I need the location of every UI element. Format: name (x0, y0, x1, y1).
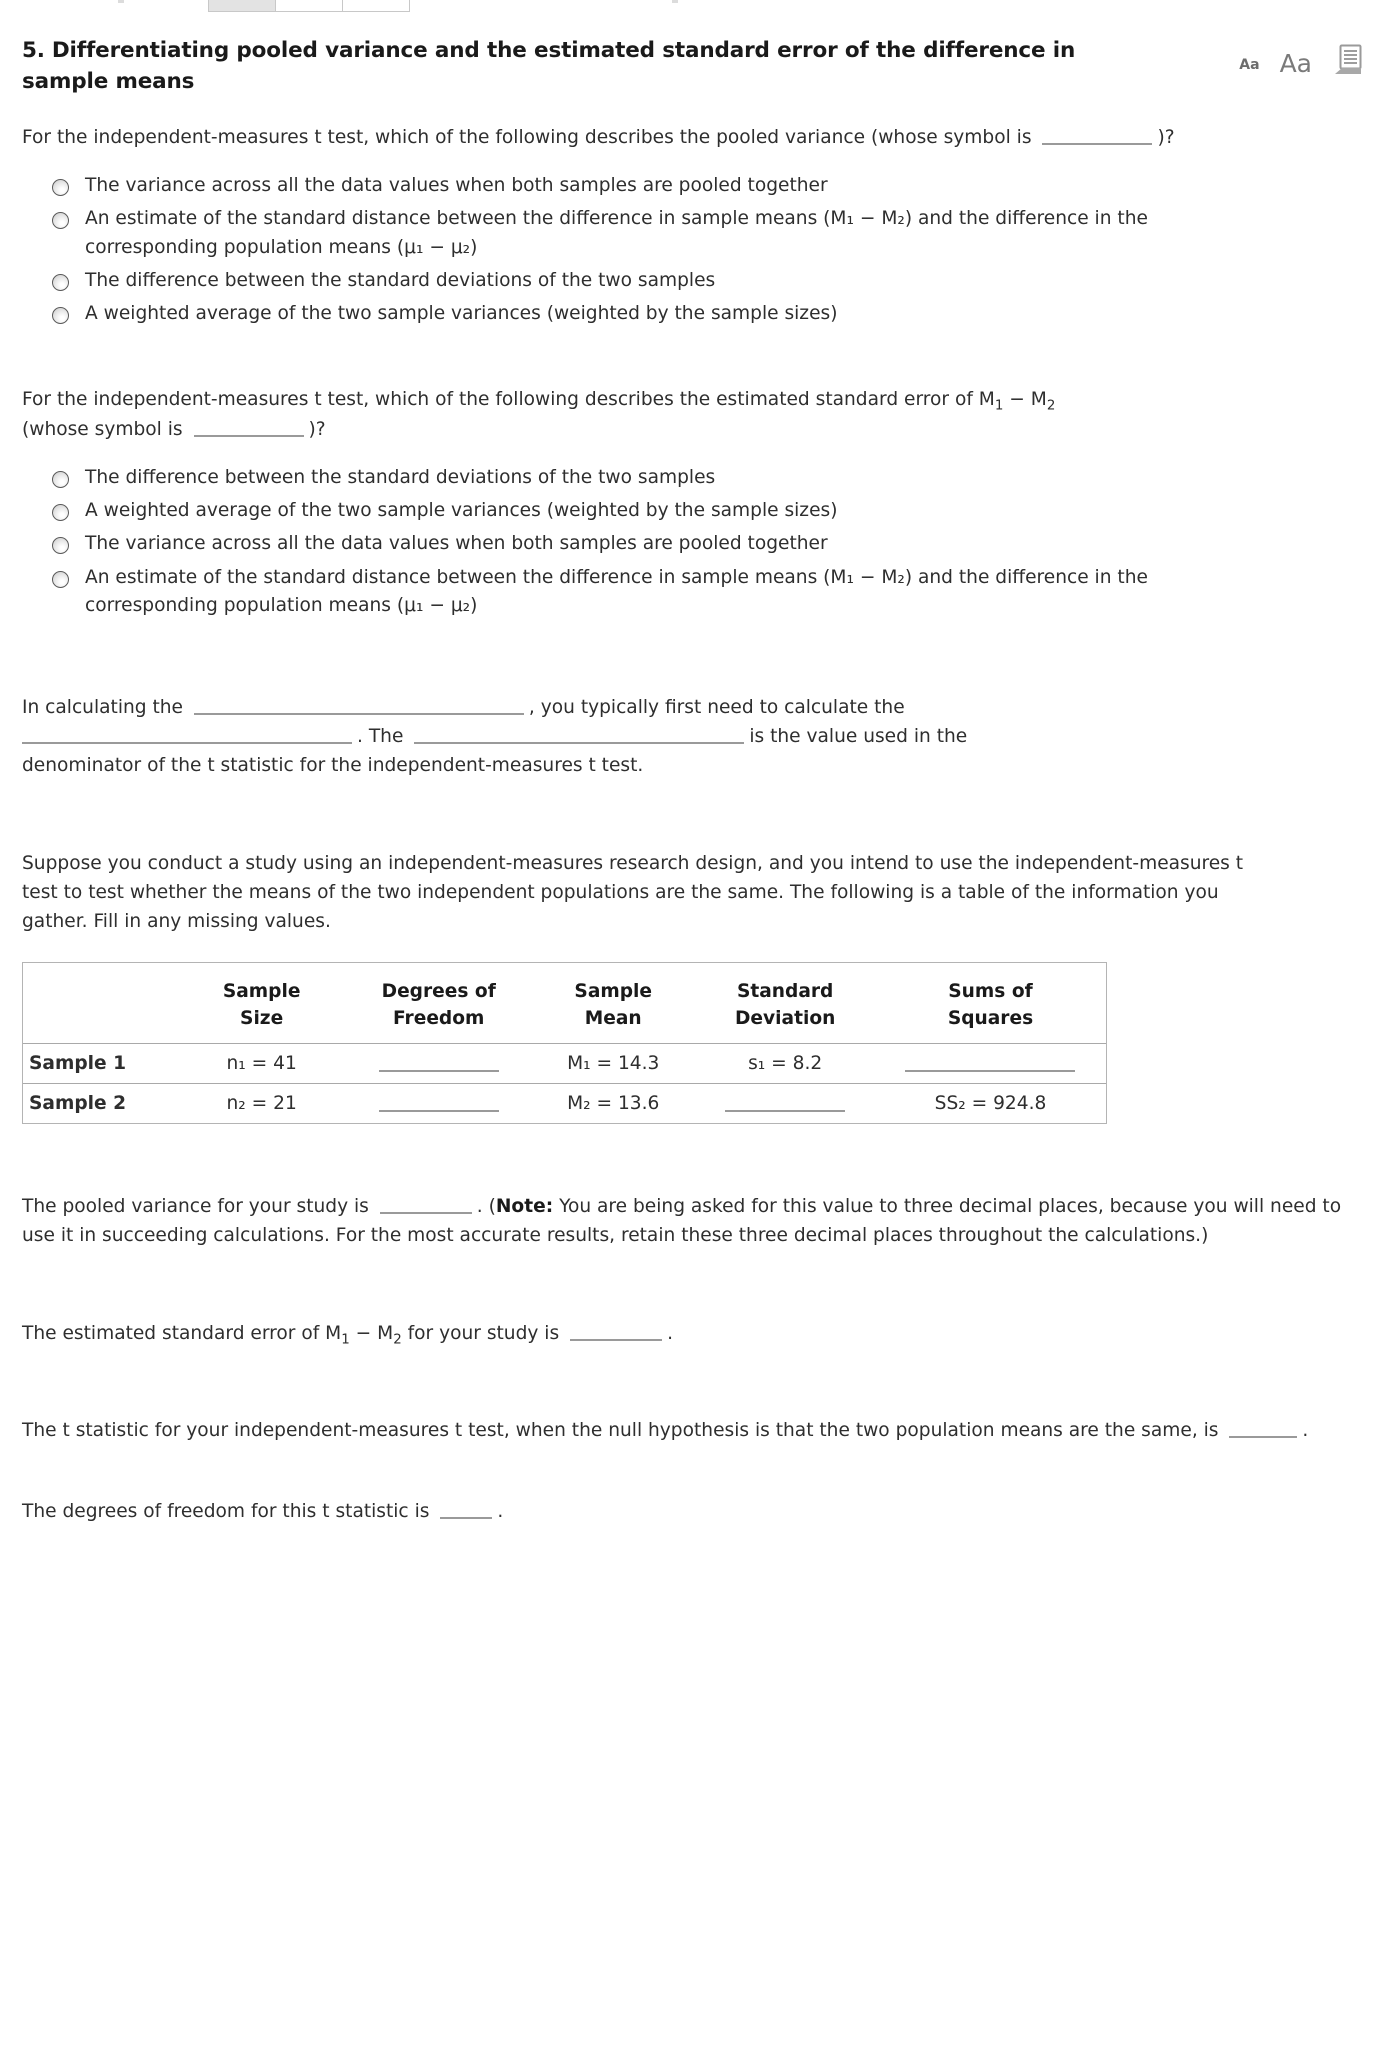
row-2-label-cell (23, 1084, 177, 1124)
table-input-blank[interactable] (725, 1094, 845, 1113)
radio-button-icon[interactable] (52, 212, 69, 229)
table-input-blank[interactable] (379, 1094, 499, 1113)
question-1-symbol-blank[interactable] (1042, 126, 1152, 146)
t-statistic-seg-1: The t statistic for your independent-measures t test, when the null hypothesis is that the two population means are the same, is (22, 1419, 1219, 1441)
option-label: The variance across all the data values when both samples are pooled together (85, 175, 828, 197)
header-line-1: Sums of (948, 981, 1033, 1003)
radio-button-icon[interactable] (52, 179, 69, 196)
question-1-prompt (22, 123, 1362, 152)
toolbar-tab-2[interactable] (275, 0, 343, 12)
toolbar-dot-right (672, 0, 678, 3)
row-2-sample-size (177, 1084, 346, 1124)
question-title-text: Differentiating pooled variance and the estimated standard error of the difference in sample means (22, 38, 1076, 94)
standard-error-seg-1: The estimated standard error of M (22, 1322, 342, 1344)
question-2-option-1[interactable] (52, 497, 1362, 525)
toolbar-tab-3[interactable] (342, 0, 410, 12)
header-line-1: Sample (574, 981, 653, 1003)
option-label: An estimate of the standard distance between the difference in sample means (M₁ − M₂) and the difference in the corresponding population means (μ₁ − μ₂) (85, 566, 1148, 616)
degrees-of-freedom-seg-1: The degrees of freedom for this t statistic is (22, 1500, 430, 1522)
standard-error-sub-2: 2 (393, 1332, 402, 1348)
row-label: Sample 1 (29, 1053, 127, 1075)
radio-button-icon[interactable] (52, 307, 69, 324)
question-2-prompt-text-2: (whose symbol is (22, 418, 183, 440)
standard-error-seg-2: for your study is (407, 1322, 560, 1344)
top-toolbar-strip (0, 0, 1384, 14)
question-1-prompt-suffix: )? (1157, 127, 1175, 149)
radio-button-icon[interactable] (52, 274, 69, 291)
table-header-standard-deviation (695, 963, 875, 1043)
scenario-paragraph: Suppose you conduct a study using an independent-measures research design, and you intend to use the independent-measures t test to test whether the means of the two independent populations are the same. The following is a table of the information you gather. Fill in any missing values. (22, 852, 1244, 933)
question-2-option-3[interactable] (52, 564, 1362, 621)
cell-value: n₁ = 41 (226, 1053, 297, 1075)
font-size-toolbar (1239, 40, 1362, 76)
question-2-minus: − M (1003, 389, 1047, 411)
header-line-2: Deviation (734, 1008, 836, 1030)
table-header-cell-blank (23, 963, 177, 1043)
toolbar-tab-group[interactable] (208, 0, 409, 12)
spacer (22, 1124, 1362, 1192)
pooled-variance-seg-3: You are being asked for this value to three decimal places, because you will need to use it in succeeding calculations. For the most accurate results, retain these three decimal places throughout the calculations.) (22, 1196, 1342, 1247)
option-label: The variance across all the data values when both samples are pooled together (85, 533, 828, 555)
question-2-prompt (22, 385, 1362, 443)
question-1-option-0[interactable] (52, 172, 1362, 200)
table-row (23, 1044, 1106, 1084)
question-2-symbol-blank[interactable] (194, 417, 304, 437)
standard-error-minus: − M (349, 1322, 394, 1344)
question-2-option-0[interactable] (52, 464, 1362, 492)
spacer (22, 1348, 1362, 1416)
document-reader-icon[interactable] (1332, 44, 1362, 76)
t-statistic-seg-2: . (1302, 1419, 1309, 1441)
question-2-prompt-text: For the independent-measures t test, which of the following describes the estimated standard error of M (22, 389, 995, 411)
radio-button-icon[interactable] (52, 571, 69, 588)
table-input-blank[interactable] (905, 1054, 1075, 1073)
option-label: An estimate of the standard distance between the difference in sample means (M₁ − M₂) and the difference in the corresponding population means (μ₁ − μ₂) (85, 208, 1148, 258)
table-header-sums-of-squares (875, 963, 1106, 1043)
cell-value: M₂ = 13.6 (567, 1093, 660, 1115)
option-label: The difference between the standard deviations of the two samples (85, 269, 716, 291)
spacer (22, 781, 1362, 849)
toolbar-tab-1[interactable] (208, 0, 276, 12)
row-2-sums-of-squares (875, 1084, 1106, 1124)
standard-error-blank[interactable] (570, 1321, 662, 1341)
header-line-2: Mean (584, 1008, 642, 1030)
radio-button-icon[interactable] (52, 537, 69, 554)
table-row (23, 1084, 1106, 1124)
cell-value: M₁ = 14.3 (567, 1053, 660, 1075)
cell-value: SS₂ = 924.8 (934, 1093, 1047, 1115)
font-increase-button[interactable]: Aa (1279, 49, 1312, 78)
row-1-sample-size (177, 1044, 346, 1084)
question-1-block (22, 123, 1362, 328)
pooled-variance-seg-1: The pooled variance for your study is (22, 1196, 369, 1218)
table-input-blank[interactable] (379, 1054, 499, 1073)
fill-in-seg-1: In calculating the (22, 697, 183, 719)
header-line-2: Size (240, 1008, 284, 1030)
degrees-of-freedom-blank[interactable] (440, 1499, 492, 1519)
header-line-2: Squares (947, 1008, 1034, 1030)
fill-in-paragraph (22, 693, 1362, 781)
fill-in-seg-3: . The (357, 726, 404, 748)
note-label: Note: (495, 1196, 554, 1218)
spacer (22, 1526, 1362, 1578)
degrees-of-freedom-paragraph (22, 1497, 1362, 1526)
pooled-variance-blank[interactable] (380, 1195, 472, 1215)
header-line-2: Freedom (393, 1008, 485, 1030)
spacer (22, 333, 1362, 385)
option-label: The difference between the standard deviations of the two samples (85, 466, 716, 488)
standard-error-paragraph (22, 1319, 1362, 1348)
font-decrease-button[interactable]: Aa (1239, 57, 1260, 73)
radio-button-icon[interactable] (52, 471, 69, 488)
row-2-standard-deviation (695, 1084, 875, 1124)
option-label: A weighted average of the two sample variances (weighted by the sample sizes) (85, 500, 838, 522)
table-header-sample-size (177, 963, 346, 1043)
standard-error-seg-3: . (667, 1322, 673, 1344)
row-2-degrees-of-freedom (346, 1084, 531, 1124)
spacer (22, 1251, 1362, 1319)
row-label: Sample 2 (29, 1093, 127, 1115)
table-body (23, 1044, 1106, 1124)
row-1-label-cell (23, 1044, 177, 1084)
spacer (22, 1445, 1362, 1497)
spacer (22, 625, 1362, 693)
header-line-1: Sample (222, 981, 301, 1003)
table-header-sample-mean (531, 963, 695, 1043)
fill-in-blank-1[interactable] (194, 696, 524, 716)
radio-button-icon[interactable] (52, 504, 69, 521)
table-header-degrees-of-freedom (346, 963, 531, 1043)
cell-value: n₂ = 21 (226, 1093, 297, 1115)
question-1-option-2[interactable] (52, 267, 1362, 295)
option-label: A weighted average of the two sample variances (weighted by the sample sizes) (85, 303, 838, 325)
question-2-sub-1: 1 (994, 399, 1004, 415)
exercise-page (0, 14, 1384, 1578)
row-1-standard-deviation (695, 1044, 875, 1084)
table-header-row (23, 963, 1106, 1043)
row-2-sample-mean (531, 1084, 695, 1124)
toolbar-dot-left (118, 0, 124, 3)
sample-data-table (22, 962, 1107, 1124)
question-2-option-2[interactable] (52, 530, 1362, 558)
table-header (23, 963, 1106, 1043)
t-statistic-blank[interactable] (1229, 1418, 1297, 1438)
header-line-1: Degrees of (381, 981, 496, 1003)
question-2-prompt-suffix: )? (308, 418, 326, 440)
t-statistic-paragraph (22, 1416, 1337, 1445)
fill-in-blank-2[interactable] (22, 725, 352, 745)
standard-error-sub-1: 1 (341, 1332, 350, 1348)
question-number: 5. (22, 38, 45, 63)
row-1-sample-mean (531, 1044, 695, 1084)
question-1-option-3[interactable] (52, 300, 1362, 328)
question-2-sub-2: 2 (1046, 399, 1056, 415)
page-title (22, 36, 1122, 97)
fill-in-seg-4: is the value used in the (749, 726, 968, 748)
row-1-degrees-of-freedom (346, 1044, 531, 1084)
question-2-block (22, 385, 1362, 620)
cell-value: s₁ = 8.2 (748, 1053, 823, 1075)
row-1-sums-of-squares (875, 1044, 1106, 1084)
pooled-variance-paragraph (22, 1192, 1352, 1250)
question-1-prompt-text: For the independent-measures t test, which of the following describes the pooled variance (whose symbol is (22, 127, 1032, 149)
fill-in-seg-5: denominator of the t statistic for the independent-measures t test. (22, 755, 644, 777)
fill-in-seg-2: , you typically first need to calculate the (528, 697, 905, 719)
question-1-options (52, 172, 1362, 328)
header-line-1: Standard (736, 981, 834, 1003)
question-header (22, 14, 1362, 97)
degrees-of-freedom-seg-2: . (497, 1500, 504, 1522)
pooled-variance-seg-2: . ( (476, 1196, 496, 1218)
question-1-option-1[interactable] (52, 205, 1362, 262)
question-2-options (52, 464, 1362, 620)
fill-in-blank-3[interactable] (414, 725, 744, 745)
